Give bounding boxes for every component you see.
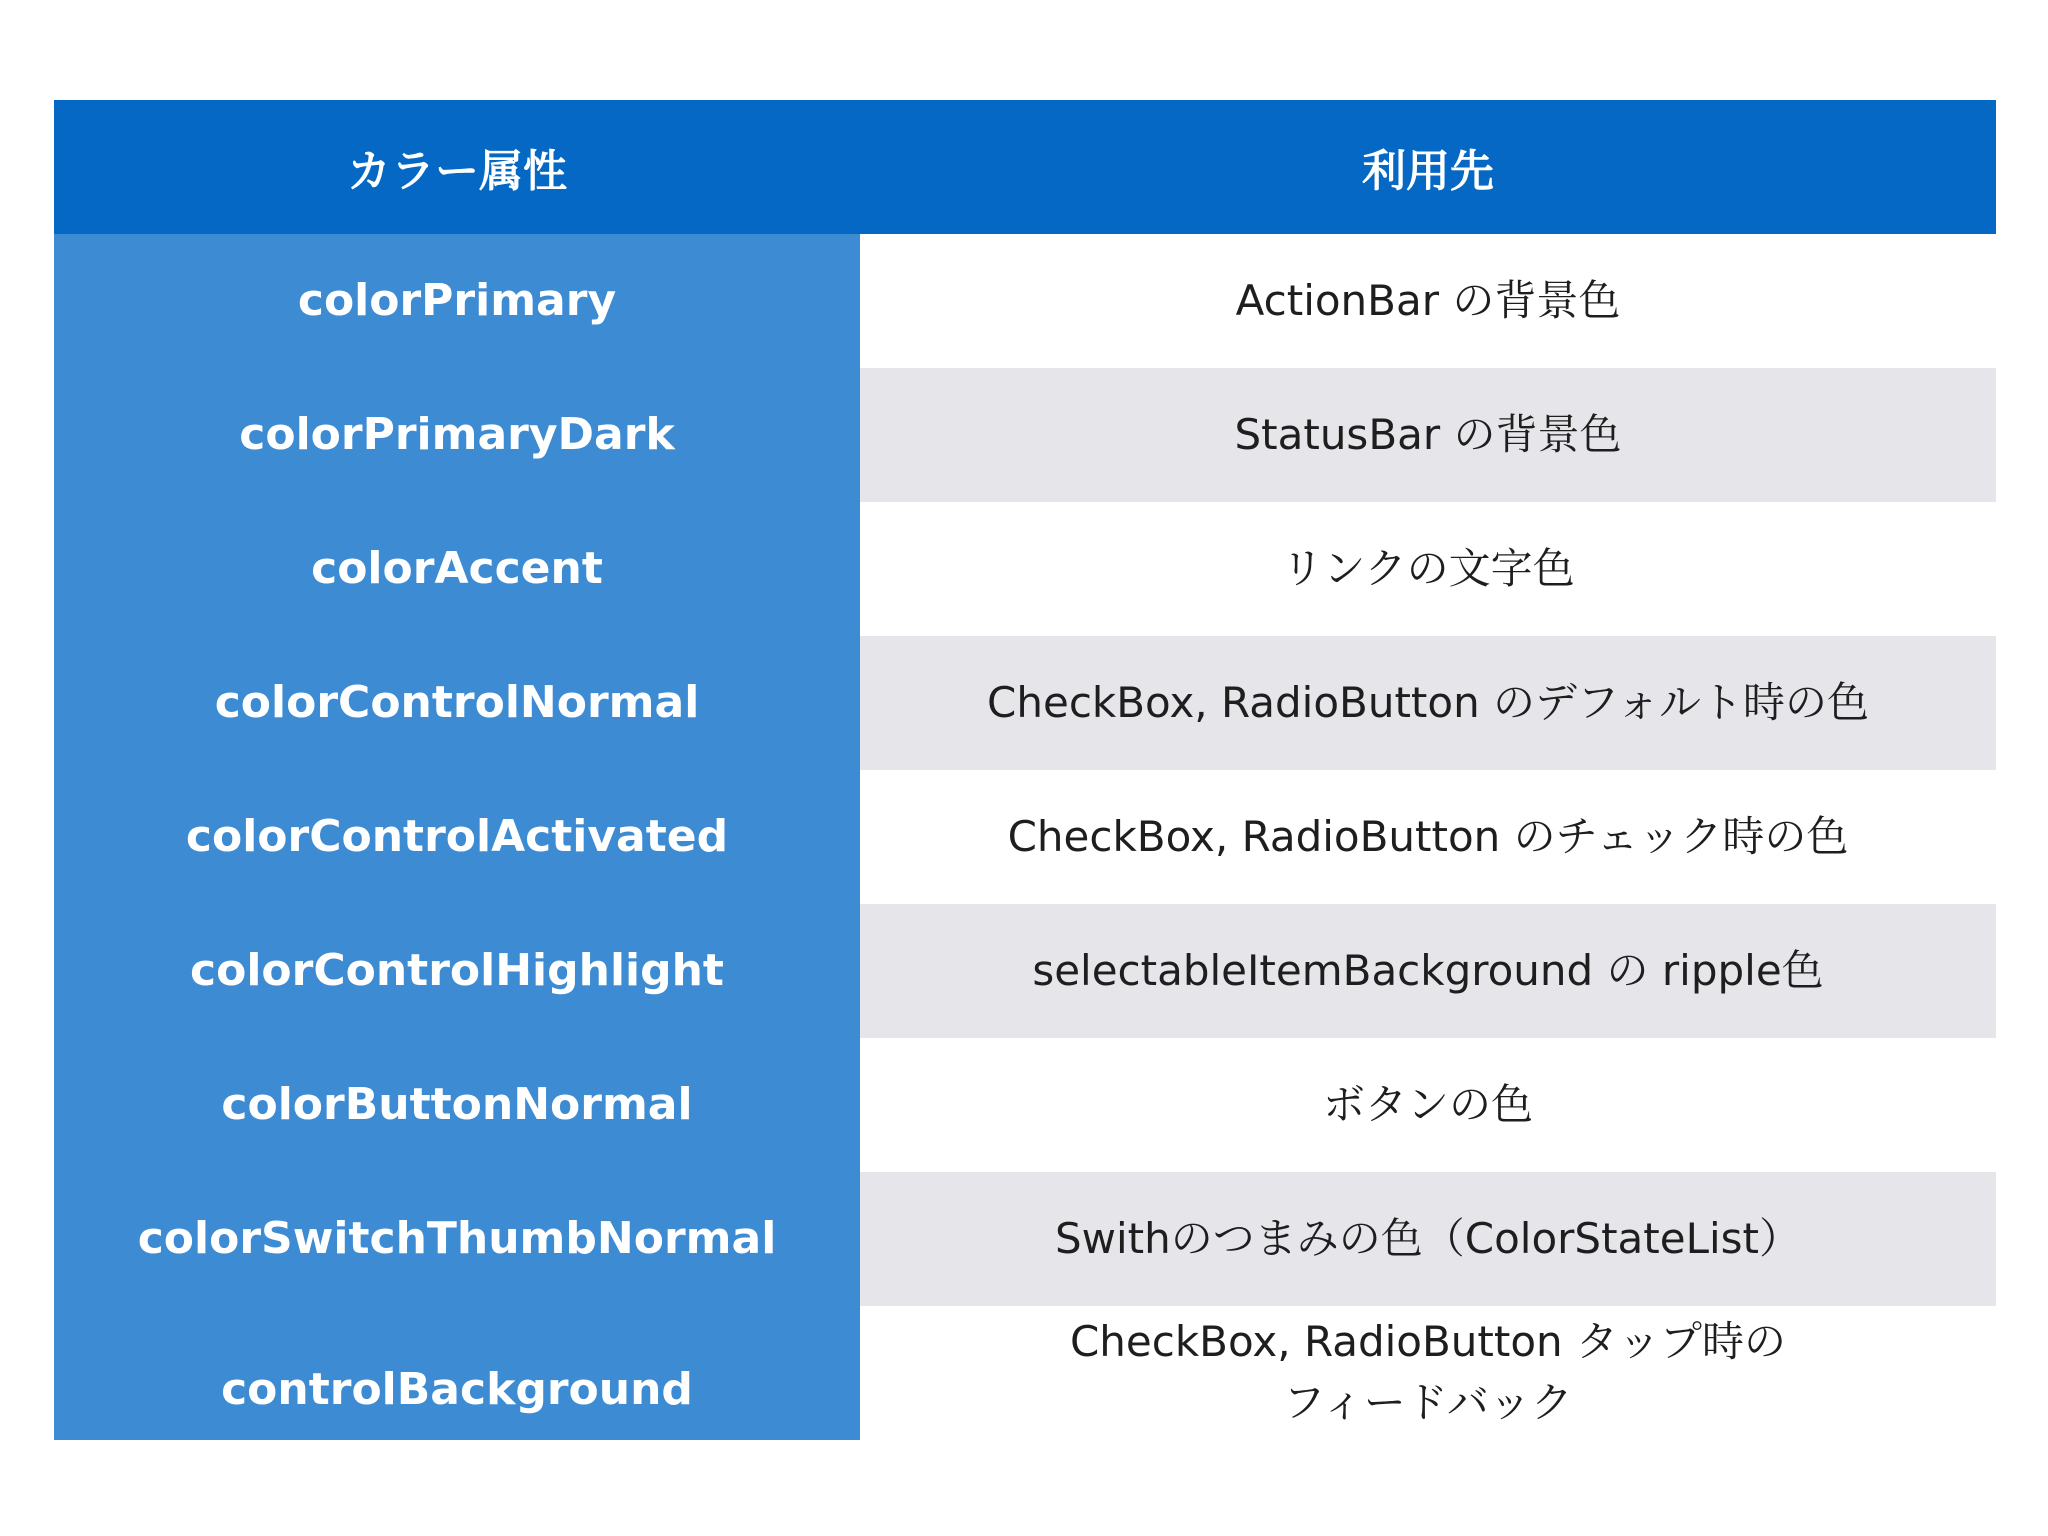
- usage-cell: CheckBox, RadioButton のチェック時の色: [860, 770, 1996, 904]
- color-attribute-table: [54, 100, 1996, 1440]
- usage-cell: CheckBox, RadioButton のデフォルト時の色: [860, 636, 1996, 770]
- attribute-cell: colorControlActivated: [54, 770, 860, 904]
- table-row: [54, 904, 1996, 1038]
- table-row: [54, 1038, 1996, 1172]
- usage-cell: selectableItemBackground の ripple色: [860, 904, 1996, 1038]
- attribute-cell: colorControlHighlight: [54, 904, 860, 1038]
- attribute-cell: colorPrimary: [54, 234, 860, 368]
- color-attribute-table-container: [54, 100, 1996, 1440]
- table-row: [54, 234, 1996, 368]
- attribute-cell: colorAccent: [54, 502, 860, 636]
- usage-cell: Swithのつまみの色（ColorStateList）: [860, 1172, 1996, 1306]
- attribute-cell: colorSwitchThumbNormal: [54, 1172, 860, 1306]
- usage-cell: StatusBar の背景色: [860, 368, 1996, 502]
- usage-cell: リンクの文字色: [860, 502, 1996, 636]
- attribute-cell: colorButtonNormal: [54, 1038, 860, 1172]
- table-header: [54, 100, 1996, 234]
- usage-cell: CheckBox, RadioButton タップ時の フィードバック: [860, 1306, 1996, 1440]
- attribute-cell: colorPrimaryDark: [54, 368, 860, 502]
- table-row: [54, 368, 1996, 502]
- table-row: [54, 1172, 1996, 1306]
- table-body: [54, 234, 1996, 1440]
- header-row: [54, 100, 1996, 234]
- header-attribute: カラー属性: [54, 100, 860, 234]
- attribute-cell: controlBackground: [54, 1306, 860, 1440]
- table-row: [54, 636, 1996, 770]
- usage-cell: ボタンの色: [860, 1038, 1996, 1172]
- table-row: [54, 1306, 1996, 1440]
- attribute-cell: colorControlNormal: [54, 636, 860, 770]
- table-row: [54, 502, 1996, 636]
- header-usage: 利用先: [860, 100, 1996, 234]
- usage-cell: ActionBar の背景色: [860, 234, 1996, 368]
- table-row: [54, 770, 1996, 904]
